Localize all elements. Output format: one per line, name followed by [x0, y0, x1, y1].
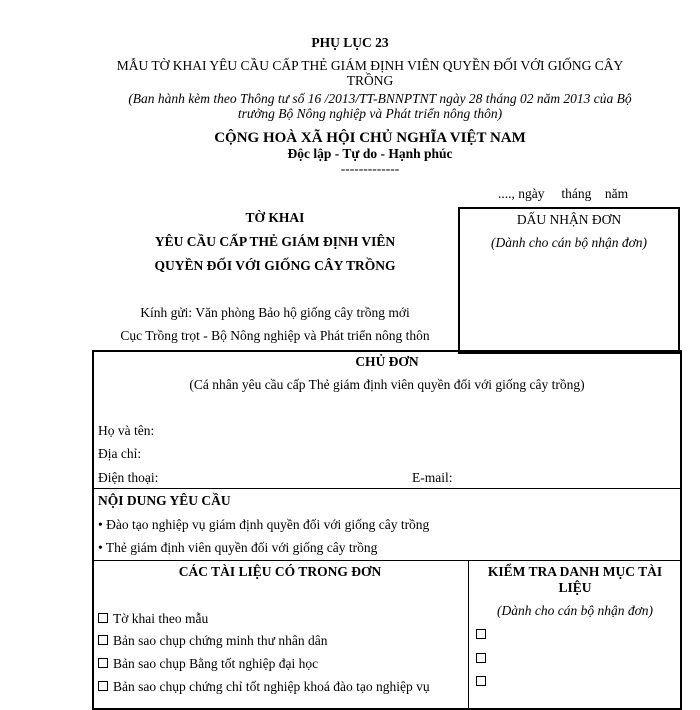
form-title-line1: MẪU TỜ KHAI YÊU CẦU CẤP THẺ GIÁM ĐỊNH VIÊN QUYỀN ĐỐI VỚI GIỐNG CÂY	[116, 58, 624, 73]
checkbox[interactable]	[98, 658, 108, 668]
checkbox[interactable]	[98, 681, 108, 691]
separator: -------------	[340, 161, 400, 176]
documents-title: CÁC TÀI LIỆU CÓ TRONG ĐƠN	[178, 564, 382, 579]
declaration-subtitle-line2: QUYỀN ĐỐI VỚI GIỐNG CÂY TRỒNG	[154, 258, 396, 273]
checklist-title-line2: LIỆU	[558, 580, 592, 595]
checklist-box[interactable]	[476, 651, 491, 667]
country-name: CỘNG HOÀ XÃ HỘI CHỦ NGHĨA VIỆT NAM	[214, 130, 526, 146]
request-title: NỘI DUNG YÊU CẦU	[98, 493, 231, 508]
addressee-line2: Cục Trồng trọt - Bộ Nông nghiệp và Phát triển nông thôn	[120, 328, 430, 343]
checklist-title-line1: KIỂM TRA DANH MỤC TÀI	[487, 564, 663, 579]
stamp-box	[458, 207, 680, 354]
form-title-line2: TRỒNG	[346, 73, 394, 88]
request-item: • Đào tạo nghiệp vụ giám định quyền đối với giống cây trồng	[98, 517, 430, 532]
phone-label: Điện thoại:	[98, 470, 159, 485]
issued-note-line2: trưởng Bộ Nông nghiệp và Phát triển nông thôn)	[237, 106, 503, 121]
name-label: Họ và tên:	[98, 423, 155, 438]
request-item: • Thẻ giám định viên quyền đối với giống cây trồng	[98, 540, 378, 555]
motto: Độc lập - Tự do - Hạnh phúc	[287, 146, 453, 161]
checklist-note: (Dành cho cán bộ nhận đơn)	[496, 603, 654, 618]
issued-note-line1: (Ban hành kèm theo Thông tư số 16 /2013/TT-BNNPTNT ngày 28 tháng 02 năm 2013 của Bộ	[128, 91, 632, 106]
applicant-note: (Cá nhân yêu cầu cấp Thẻ giám định viên quyền đối với giống cây trồng)	[189, 377, 585, 392]
section-divider	[92, 560, 682, 561]
appendix-title: PHỤ LỤC 23	[311, 35, 389, 50]
address-label: Địa chỉ:	[98, 446, 142, 461]
addressee-line1: Kính gửi: Văn phòng Bảo hộ giống cây trồng mới	[140, 305, 410, 320]
declaration-subtitle-line1: YÊU CẦU CẤP THẺ GIÁM ĐỊNH VIÊN	[154, 234, 396, 249]
checklist-box[interactable]	[476, 627, 491, 643]
section-divider	[92, 488, 682, 489]
document-item: Bản sao chụp chứng minh thư nhân dân	[98, 633, 327, 649]
checkbox[interactable]	[98, 635, 108, 645]
declaration-title: TỜ KHAI	[245, 210, 305, 225]
date-line: ...., ngày tháng năm	[498, 186, 629, 201]
document-item: Bản sao chụp Bằng tốt nghiệp đại học	[98, 656, 318, 672]
stamp-box-title: DẤU NHẬN ĐƠN	[516, 212, 622, 227]
email-label: E-mail:	[412, 470, 453, 485]
checkbox[interactable]	[98, 613, 108, 623]
document-item: Tờ khai theo mẫu	[98, 611, 208, 627]
applicant-title: CHỦ ĐƠN	[355, 354, 419, 369]
stamp-box-note: (Dành cho cán bộ nhận đơn)	[490, 235, 648, 250]
document-item: Bản sao chụp chứng chỉ tốt nghiệp khoá đào tạo nghiệp vụ	[98, 679, 430, 695]
checklist-box[interactable]	[476, 674, 491, 690]
